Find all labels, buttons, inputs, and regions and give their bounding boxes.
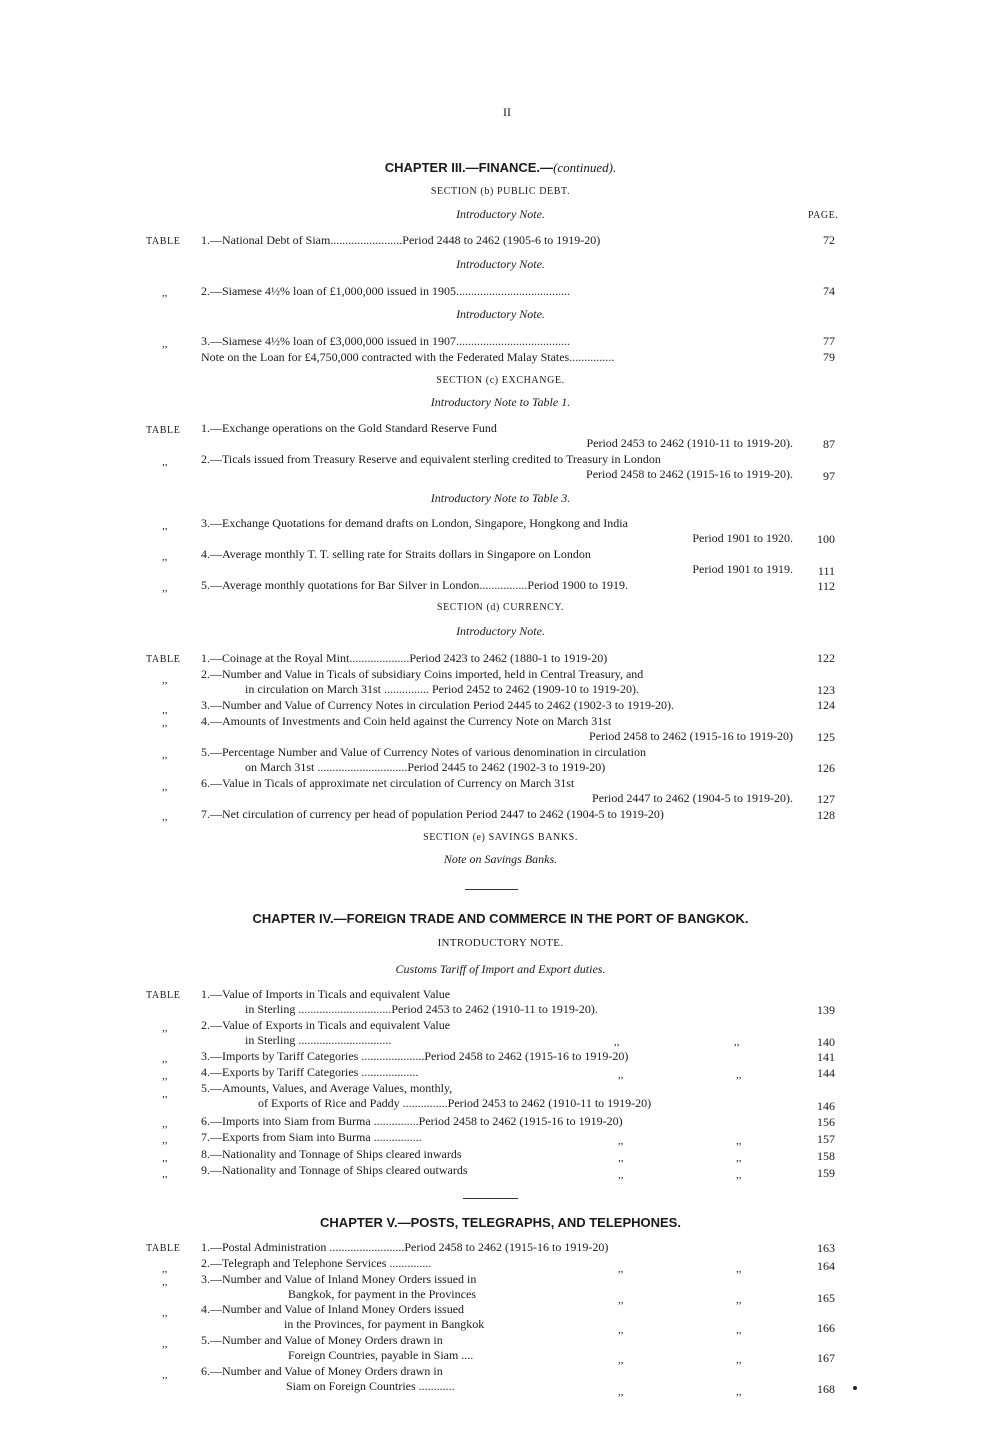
- toc-entry[interactable]: 4.—Average monthly T. T. selling rate for Straits dollars in Singapore on London: [201, 547, 591, 561]
- toc-entry[interactable]: 5.—Amounts, Values, and Average Values, monthly,: [201, 1081, 453, 1095]
- ditto-mark: ,,: [162, 1053, 168, 1065]
- toc-entry-period: Period 2453 to 2462 (1910-11 to 1919-20).: [586, 436, 793, 450]
- ditto-mark: ,,: [162, 551, 168, 563]
- ditto-mark: ,,: [162, 781, 168, 793]
- toc-page-number: 144: [817, 1066, 835, 1080]
- ditto-mark: ,,: [162, 674, 168, 686]
- toc-page-number: 141: [817, 1050, 835, 1064]
- ditto-mark: ,,: [162, 338, 168, 350]
- ditto-mark: ,,: [162, 1022, 168, 1034]
- ditto-mark: ,,: [618, 1152, 624, 1164]
- ditto-mark: ,,: [736, 1069, 742, 1081]
- toc-entry-period: Period 2458 to 2462 (1915-16 to 1919-20).: [586, 467, 793, 481]
- toc-entry-period: in Sterling ...............................: [245, 1033, 392, 1047]
- toc-entry[interactable]: 1.—Value of Imports in Ticals and equivalent Value: [201, 987, 451, 1001]
- ditto-mark: ,,: [162, 717, 168, 729]
- ditto-mark: ,,: [618, 1354, 624, 1366]
- ditto-mark: ,,: [162, 1276, 168, 1288]
- toc-entry[interactable]: 3.—Number and Value of Inland Money Orders issued in: [201, 1272, 477, 1286]
- intro-note: Introductory Note.: [456, 307, 545, 321]
- toc-entry[interactable]: 3.—Imports by Tariff Categories .....................Period 2458 to 2462 (1915-16 to 1919-20): [201, 1049, 629, 1063]
- toc-entry[interactable]: 9.—Nationality and Tonnage of Ships cleared outwards: [201, 1163, 468, 1177]
- toc-entry[interactable]: 7.—Exports from Siam into Burma ................: [201, 1130, 422, 1144]
- toc-entry-period: Siam on Foreign Countries ............: [286, 1379, 455, 1393]
- ditto-mark: ,,: [736, 1294, 742, 1306]
- page-column-header: PAGE.: [808, 210, 839, 221]
- ditto-mark: ,,: [162, 1134, 168, 1146]
- ditto-mark: ,,: [162, 749, 168, 761]
- toc-page-number: 124: [817, 698, 835, 712]
- toc-page-number: 167: [817, 1351, 835, 1365]
- toc-page-number: 97: [823, 469, 835, 483]
- ditto-mark: ,,: [162, 1338, 168, 1350]
- toc-page-number: 72: [823, 233, 835, 247]
- toc-page-number: 128: [817, 808, 835, 822]
- page-number: II: [503, 105, 511, 119]
- toc-page-number: 87: [823, 437, 835, 451]
- toc-entry[interactable]: 6.—Value in Ticals of approximate net circulation of Currency on March 31st: [201, 776, 575, 790]
- ditto-mark: ,,: [736, 1354, 742, 1366]
- ditto-mark: ,,: [736, 1324, 742, 1336]
- toc-page-number: 140: [817, 1035, 835, 1049]
- ditto-mark: ,,: [618, 1135, 624, 1147]
- toc-entry-period: Bangkok, for payment in the Provinces: [288, 1287, 476, 1301]
- toc-page-number: 165: [817, 1291, 835, 1305]
- ditto-mark: ,,: [162, 1070, 168, 1082]
- toc-entry[interactable]: 6.—Imports into Siam from Burma ...............Period 2458 to 2462 (1915-16 to 1919-20): [201, 1114, 623, 1128]
- section-c-heading: SECTION (c) EXCHANGE.: [436, 375, 565, 386]
- table-label: TABLE: [146, 990, 181, 1001]
- toc-entry[interactable]: 2.—Value of Exports in Ticals and equivalent Value: [201, 1018, 451, 1032]
- toc-page-number: 123: [817, 683, 835, 697]
- toc-entry[interactable]: 2.—Siamese 4½% loan of £1,000,000 issued in 1905......................................: [201, 284, 570, 298]
- ditto-mark: ,,: [162, 520, 168, 532]
- ditto-mark: ,,: [618, 1263, 624, 1275]
- chapter-4-title: CHAPTER IV.—FOREIGN TRADE AND COMMERCE IN THE PORT OF BANGKOK.: [252, 911, 749, 926]
- ditto-mark: ,,: [162, 1088, 168, 1100]
- toc-entry[interactable]: 4.—Exports by Tariff Categories ...................: [201, 1065, 419, 1079]
- toc-page-number: 159: [817, 1166, 835, 1180]
- intro-note-table-3: Introductory Note to Table 3.: [430, 491, 571, 505]
- toc-entry-period: Period 1901 to 1919.: [692, 562, 793, 576]
- toc-page-number: 122: [817, 651, 835, 665]
- table-label: TABLE: [146, 654, 181, 665]
- savings-banks-note: Note on Savings Banks.: [443, 852, 558, 866]
- toc-page-number: 164: [817, 1259, 835, 1273]
- toc-page-number: 146: [817, 1099, 835, 1113]
- chapter-5-title: CHAPTER V.—POSTS, TELEGRAPHS, AND TELEPHONES.: [320, 1215, 681, 1230]
- toc-entry[interactable]: 1.—National Debt of Siam........................Period 2448 to 2462 (1905-6 to 1919-20): [201, 233, 601, 247]
- toc-page-number: 125: [817, 730, 835, 744]
- divider: [465, 889, 518, 890]
- ditto-mark: ,,: [736, 1386, 742, 1398]
- toc-page-number: 139: [817, 1003, 835, 1017]
- toc-entry[interactable]: 5.—Percentage Number and Value of Currency Notes of various denomination in circulation: [201, 745, 646, 759]
- toc-entry[interactable]: 2.—Number and Value in Ticals of subsidiary Coins imported, held in Central Treasury, and: [201, 667, 644, 681]
- toc-page-number: 112: [817, 579, 835, 593]
- toc-entry[interactable]: 3.—Siamese 4½% loan of £3,000,000 issued in 1907......................................: [201, 334, 570, 348]
- ditto-mark: ,,: [618, 1169, 624, 1181]
- toc-entry[interactable]: 3.—Number and Value of Currency Notes in circulation Period 2445 to 2462 (1902-3 to 1919-20).: [201, 698, 675, 712]
- ditto-mark: ,,: [618, 1294, 624, 1306]
- ditto-mark: ,,: [736, 1135, 742, 1147]
- toc-page-number: 127: [817, 792, 835, 806]
- toc-page-number: 100: [817, 532, 835, 546]
- toc-entry-period: of Exports of Rice and Paddy ...............Period 2453 to 2462 (1910-11 to 1919-20): [258, 1096, 652, 1110]
- toc-page-number: 168: [817, 1382, 835, 1396]
- ditto-mark: ,,: [162, 1118, 168, 1130]
- ditto-mark: ,,: [736, 1263, 742, 1275]
- ditto-mark: ,,: [162, 287, 168, 299]
- toc-entry-period: Foreign Countries, payable in Siam ....: [288, 1348, 474, 1362]
- ditto-mark: ,,: [162, 1152, 168, 1164]
- ditto-mark: ,,: [162, 704, 168, 716]
- ditto-mark: ,,: [618, 1386, 624, 1398]
- toc-entry[interactable]: 2.—Telegraph and Telephone Services ..............: [201, 1256, 432, 1270]
- toc-page-number: 158: [817, 1149, 835, 1163]
- toc-entry-period: Period 2458 to 2462 (1915-16 to 1919-20): [589, 729, 793, 743]
- toc-page-number: 77: [823, 334, 835, 348]
- ditto-mark: ,,: [736, 1169, 742, 1181]
- ditto-mark: ,,: [162, 456, 168, 468]
- toc-entry[interactable]: 3.—Exchange Quotations for demand drafts on London, Singapore, Hongkong and India: [201, 516, 628, 530]
- customs-tariff-note: Customs Tariff of Import and Export duties.: [395, 962, 606, 976]
- ditto-mark: ,,: [162, 1168, 168, 1180]
- toc-entry[interactable]: 1.—Coinage at the Royal Mint....................Period 2423 to 2462 (1880-1 to 1919-20): [201, 651, 608, 665]
- toc-entry-period: Period 2447 to 2462 (1904-5 to 1919-20).: [592, 791, 793, 805]
- toc-page-number: 166: [817, 1321, 835, 1335]
- intro-note: Introductory Note.: [456, 624, 545, 638]
- toc-entry-period: in Sterling ...............................Period 2453 to 2462 (1910-11 to 1919-20).: [245, 1002, 598, 1016]
- toc-entry-period: on March 31st ..............................Period 2445 to 2462 (1902-3 to 1919-20): [245, 760, 606, 774]
- table-label: TABLE: [146, 236, 181, 247]
- ditto-mark: ,,: [618, 1324, 624, 1336]
- section-b-heading: SECTION (b) PUBLIC DEBT.: [430, 186, 571, 197]
- table-label: TABLE: [146, 425, 181, 436]
- continued-label: (continued).: [553, 160, 617, 175]
- toc-page-number: 157: [817, 1132, 835, 1146]
- ditto-mark: ,,: [162, 1307, 168, 1319]
- intro-note-table-1: Introductory Note to Table 1.: [430, 395, 571, 409]
- introductory-note: INTRODUCTORY NOTE.: [437, 937, 564, 949]
- ditto-mark: ,,: [162, 1369, 168, 1381]
- toc-page-number: 126: [817, 761, 835, 775]
- table-label: TABLE: [146, 1243, 181, 1254]
- ditto-mark: ,,: [614, 1036, 620, 1048]
- toc-entry[interactable]: 4.—Number and Value of Inland Money Orders issued: [201, 1302, 465, 1316]
- ditto-mark: ,,: [618, 1069, 624, 1081]
- toc-entry[interactable]: 8.—Nationality and Tonnage of Ships cleared inwards: [201, 1147, 462, 1161]
- ink-speck: [853, 1386, 857, 1390]
- ditto-mark: ,,: [736, 1152, 742, 1164]
- section-d-heading: SECTION (d) CURRENCY.: [436, 602, 565, 613]
- toc-entry-period: in the Provinces, for payment in Bangkok: [284, 1317, 485, 1331]
- ditto-mark: ,,: [162, 811, 168, 823]
- intro-note: Introductory Note.: [456, 257, 545, 271]
- intro-note: Introductory Note.: [456, 207, 545, 221]
- toc-entry[interactable]: 5.—Number and Value of Money Orders drawn in: [201, 1333, 443, 1347]
- section-e-heading: SECTION (e) SAVINGS BANKS.: [423, 832, 578, 843]
- toc-entry-period: Period 1901 to 1920.: [692, 531, 793, 545]
- toc-page-number: 111: [817, 564, 835, 578]
- divider: [463, 1198, 518, 1199]
- toc-page-number: 156: [817, 1115, 835, 1129]
- ditto-mark: ,,: [162, 582, 168, 594]
- chapter-3-title: CHAPTER III.—FINANCE.—(continued).: [384, 160, 617, 175]
- toc-entry[interactable]: 7.—Net circulation of currency per head of population Period 2447 to 2462 (1904-5 to 1919-20): [201, 807, 664, 821]
- toc-entry[interactable]: Note on the Loan for £4,750,000 contracted with the Federated Malay States...............: [201, 350, 615, 364]
- toc-entry[interactable]: 4.—Amounts of Investments and Coin held against the Currency Note on March 31st: [201, 714, 612, 728]
- toc-entry[interactable]: 1.—Postal Administration .........................Period 2458 to 2462 (1915-16 to 1919-20): [201, 1240, 609, 1254]
- toc-page-number: 74: [823, 284, 835, 298]
- toc-entry[interactable]: 6.—Number and Value of Money Orders drawn in: [201, 1364, 443, 1378]
- toc-page-number: 163: [817, 1241, 835, 1255]
- ditto-mark: ,,: [162, 1263, 168, 1275]
- ditto-mark: ,,: [734, 1036, 740, 1048]
- toc-entry[interactable]: 5.—Average monthly quotations for Bar Silver in London................Period 1900 to 1919.: [201, 578, 629, 592]
- toc-entry[interactable]: 1.—Exchange operations on the Gold Standard Reserve Fund: [201, 421, 497, 435]
- toc-entry[interactable]: 2.—Ticals issued from Treasury Reserve and equivalent sterling credited to Treasury in London: [201, 452, 661, 466]
- toc-entry-period: in circulation on March 31st ............... Period 2452 to 2462 (1909-10 to 1919-20).: [245, 682, 639, 696]
- toc-page-number: 79: [823, 350, 835, 364]
